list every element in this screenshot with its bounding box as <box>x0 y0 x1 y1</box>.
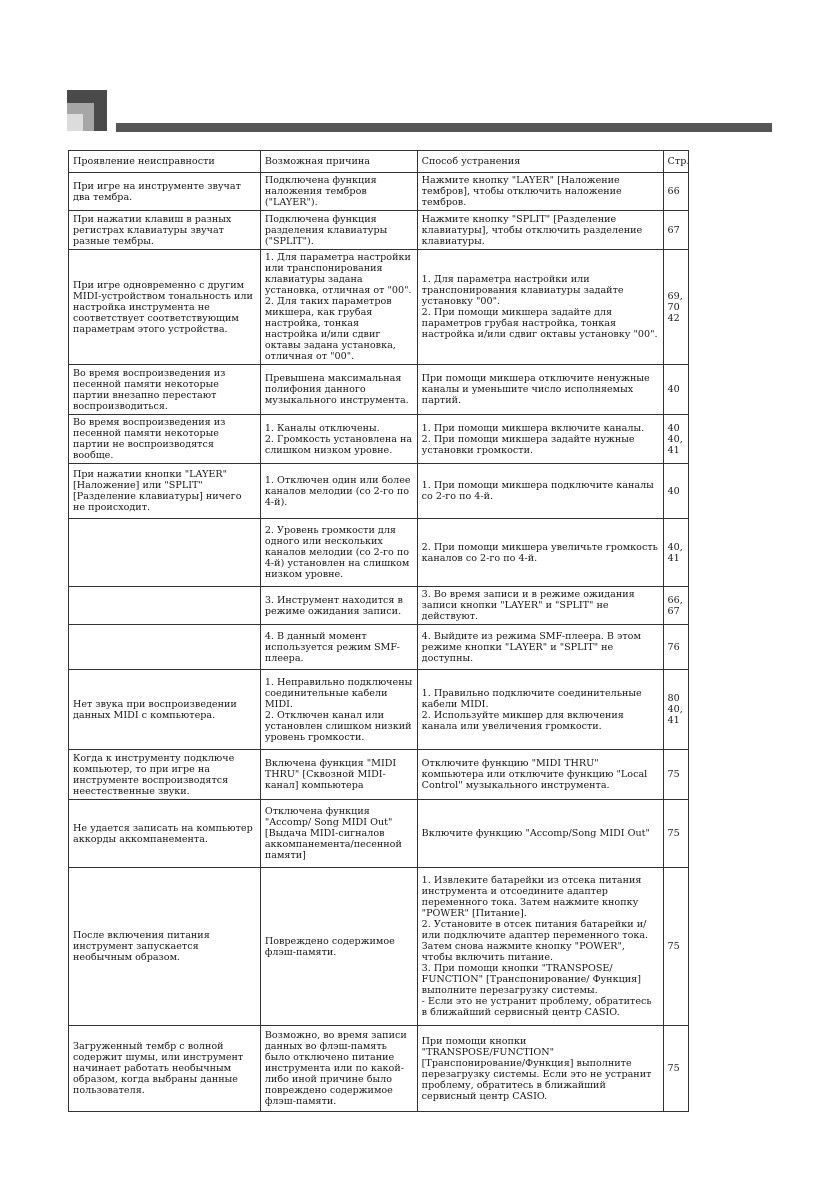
symptom-cell: Когда к инструменту подключе компьютер, то при игре на инструменте воспроизводятся неестественные звуки. <box>69 750 261 800</box>
remedy-cell: 1. При помощи микшера подключите каналы со 2-го по 4-й. <box>417 464 663 519</box>
cause-cell: Отключена функция "Accomp/ Song MIDI Out" [Выдача MIDI-сигналов аккомпанемента/песенной памяти] <box>260 800 417 868</box>
page-cell: 66 <box>663 173 688 211</box>
symptom-cell: При нажатии кнопки "LAYER" [Наложение] или "SPLIT" [Разделение клавиатуры] ничего не происходит. <box>69 464 261 519</box>
header-rule <box>116 123 772 132</box>
symptom-cell: После включения питания инструмент запускается необычным образом. <box>69 868 261 1026</box>
cause-cell: 4. В данный момент используется режим SMF-плеера. <box>260 625 417 670</box>
table-row <box>69 625 689 670</box>
remedy-cell: Нажмите кнопку "LAYER" [Наложение тембров], чтобы отключить наложение тембров. <box>417 173 663 211</box>
page-cell: 66, 67 <box>663 587 688 625</box>
page-cell: 75 <box>663 750 688 800</box>
page-cell: 75 <box>663 1026 688 1112</box>
remedy-cell: 1. Правильно подключите соединительные кабели MIDI. 2. Используйте микшер для включения канала или увеличения громкости. <box>417 670 663 750</box>
table-row <box>69 1026 689 1112</box>
remedy-cell: 3. Во время записи и в режиме ожидания записи кнопки "LAYER" и "SPLIT" не действуют. <box>417 587 663 625</box>
symptom-cell: При нажатии клавиш в разных регистрах клавиатуры звучат разные тембры. <box>69 211 261 250</box>
table-row <box>69 211 689 250</box>
page-cell: 40, 41 <box>663 519 688 587</box>
table-row <box>69 173 689 211</box>
symptom-cell <box>69 519 261 587</box>
symptom-cell <box>69 587 261 625</box>
table-row <box>69 415 689 464</box>
remedy-cell: При помощи кнопки "TRANSPOSE/FUNCTION" [Транспонирование/Функция] выполните перезагрузку системы. Если это не устранит проблему, обратитесь в ближайший сервисный центр CASIO. <box>417 1026 663 1112</box>
page-cell: 40 40, 41 <box>663 415 688 464</box>
table-row <box>69 800 689 868</box>
table-row <box>69 464 689 519</box>
symptom-cell: При игре одновременно с другим MIDI-устройством тональность или настройка инструмента не соответствует соответствующим параметрам этого устройства. <box>69 250 261 365</box>
page-cell: 80 40, 41 <box>663 670 688 750</box>
symptom-cell: Не удается записать на компьютер аккорды аккомпанемента. <box>69 800 261 868</box>
corner-square-light <box>67 114 83 131</box>
remedy-cell: Нажмите кнопку "SPLIT" [Разделение клавиатуры], чтобы отключить разделение клавиатуры. <box>417 211 663 250</box>
symptom-cell: Нет звука при воспроизведении данных MIDI с компьютера. <box>69 670 261 750</box>
remedy-cell: 2. При помощи микшера увеличьте громкость каналов со 2-го по 4-й. <box>417 519 663 587</box>
remedy-cell: При помощи микшера отключите ненужные каналы и уменьшите число исполняемых партий. <box>417 365 663 415</box>
remedy-cell: Отключите функцию "MIDI THRU" компьютера или отключите функцию "Local Control" музыкального инструмента. <box>417 750 663 800</box>
table-row <box>69 519 689 587</box>
table-row <box>69 670 689 750</box>
table-row <box>69 750 689 800</box>
table-header-row <box>69 151 689 173</box>
symptom-cell: Во время воспроизведения из песенной памяти некоторые партии не воспроизводятся вообще. <box>69 415 261 464</box>
page-cell: 69, 70 42 <box>663 250 688 365</box>
cause-cell: 1. Для параметра настройки или транспонирования клавиатуры задана установка, отличная от "00". 2. Для таких параметров микшера, как грубая настройка, тонкая настройка и/или сдвиг октавы задана установка, отличная от "00". <box>260 250 417 365</box>
page-cell: 76 <box>663 625 688 670</box>
header-remedy: Способ устранения <box>417 151 663 173</box>
cause-cell: Подключена функция разделения клавиатуры ("SPLIT"). <box>260 211 417 250</box>
header-page: Стр. <box>663 151 688 173</box>
table-row <box>69 868 689 1026</box>
remedy-cell: Включите функцию "Accomp/Song MIDI Out" <box>417 800 663 868</box>
symptom-cell: При игре на инструменте звучат два тембра. <box>69 173 261 211</box>
table-body <box>69 173 689 1112</box>
header-cause: Возможная причина <box>260 151 417 173</box>
page-cell: 75 <box>663 800 688 868</box>
cause-cell: Включена функция "MIDI THRU" [Сквозной MIDI-канал] компьютера <box>260 750 417 800</box>
page-cell: 75 <box>663 868 688 1026</box>
cause-cell: Возможно, во время записи данных во флэш-память было отключено питание инструмента или по какой-либо иной причине было повреждено содержимое флэш-памяти. <box>260 1026 417 1112</box>
symptom-cell: Во время воспроизведения из песенной памяти некоторые партии внезапно перестают воспроизводиться. <box>69 365 261 415</box>
cause-cell: Превышена максимальная полифония данного музыкального инструмента. <box>260 365 417 415</box>
header-symptom: Проявление неисправности <box>69 151 261 173</box>
cause-cell: 3. Инструмент находится в режиме ожидания записи. <box>260 587 417 625</box>
symptom-cell <box>69 625 261 670</box>
cause-cell: Повреждено содержимое флэш-памяти. <box>260 868 417 1026</box>
cause-cell: 1. Каналы отключены. 2. Громкость установлена на слишком низком уровне. <box>260 415 417 464</box>
remedy-cell: 1. При помощи микшера включите каналы. 2. При помощи микшера задайте нужные установки громкости. <box>417 415 663 464</box>
table-row <box>69 587 689 625</box>
symptom-cell: Загруженный тембр с волной содержит шумы, или инструмент начинает работать необычным образом, когда выбраны данные пользователя. <box>69 1026 261 1112</box>
page-cell: 40 <box>663 365 688 415</box>
remedy-cell: 4. Выйдите из режима SMF-плеера. В этом режиме кнопки "LAYER" и "SPLIT" не доступны. <box>417 625 663 670</box>
remedy-cell: 1. Извлеките батарейки из отсека питания инструмента и отсоедините адаптер переменного тока. Затем нажмите кнопку "POWER" [Питание]. 2. Установите в отсек питания батарейки и/или подключите адаптер переменного тока. Затем снова нажмите кнопку "POWER", чтобы включить питание. 3. При помощи кнопки "TRANSPOSE/ FUNCTION" [Транспонирование/ Функция] выполните перезагрузку системы. - Если это не устранит проблему, обратитесь в ближайший сервисный центр CASIO. <box>417 868 663 1026</box>
cause-cell: Подключена функция наложения тембров ("LAYER"). <box>260 173 417 211</box>
page-cell: 40 <box>663 464 688 519</box>
table-row <box>69 365 689 415</box>
remedy-cell: 1. Для параметра настройки или транспонирования клавиатуры задайте установку "00". 2. При помощи микшера задайте для параметров грубая настройка, тонкая настройка и/или сдвиг октавы установку "00". <box>417 250 663 365</box>
troubleshooting-table <box>68 150 689 1112</box>
table-row <box>69 250 689 365</box>
page-cell: 67 <box>663 211 688 250</box>
cause-cell: 1. Неправильно подключены соединительные кабели MIDI. 2. Отключен канал или установлен слишком низкий уровень громкости. <box>260 670 417 750</box>
cause-cell: 2. Уровень громкости для одного или нескольких каналов мелодии (со 2-го по 4-й) установлен на слишком низком уровне. <box>260 519 417 587</box>
cause-cell: 1. Отключен один или более каналов мелодии (со 2-го по 4-й). <box>260 464 417 519</box>
